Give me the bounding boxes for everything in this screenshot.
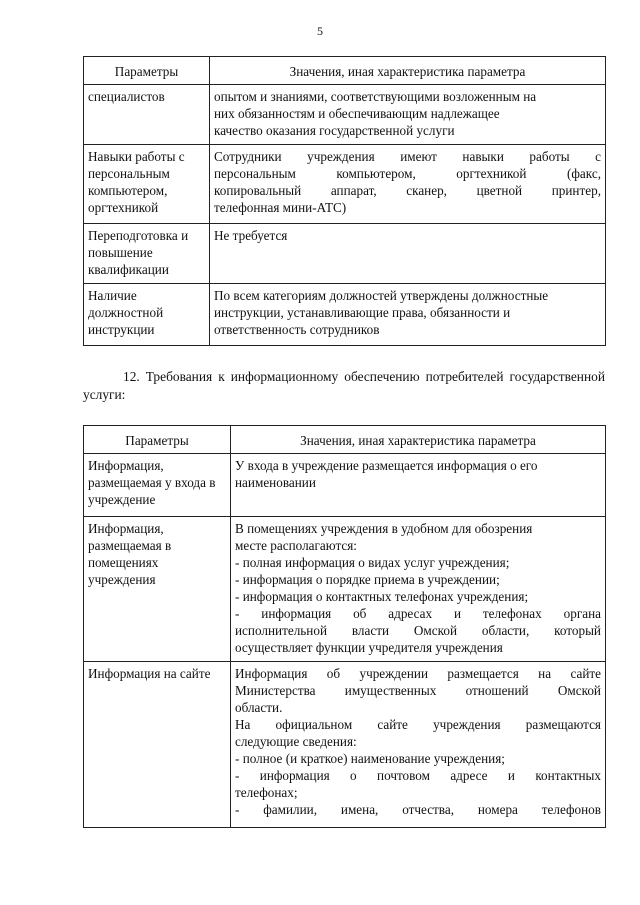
table-row bbox=[84, 145, 606, 224]
table-header-row bbox=[84, 426, 606, 454]
value-cell bbox=[210, 284, 606, 346]
value-line: У входа в учреждение размещается информация о его bbox=[235, 458, 538, 473]
header-values: Значения, иная характеристика параметра bbox=[210, 57, 606, 85]
requirements-table-information bbox=[83, 425, 606, 828]
table-row bbox=[84, 85, 606, 145]
value-line: опытом и знаниями, соответствующими возложенным на bbox=[214, 89, 537, 104]
value-line: - полная информация о видах услуг учреждения; bbox=[235, 555, 510, 570]
value-line: персональным компьютером, оргтехникой (факс, bbox=[214, 166, 601, 181]
value-line: На официальном сайте учреждения размещаются bbox=[235, 717, 601, 732]
value-cell bbox=[210, 224, 606, 284]
value-line: месте располагаются: bbox=[235, 538, 357, 553]
value-line: - полное (и краткое) наименование учреждения; bbox=[235, 751, 505, 766]
value-line: Информация об учреждении размещается на сайте bbox=[235, 666, 601, 681]
value-line: - информация о контактных телефонах учреждения; bbox=[235, 589, 529, 604]
requirements-table-staff bbox=[83, 56, 606, 346]
value-line: следующие сведения: bbox=[235, 734, 357, 749]
param-cell: Информация, размещаемая у входа в учреждение bbox=[84, 454, 231, 517]
table-row bbox=[84, 284, 606, 346]
value-line: наименовании bbox=[235, 475, 316, 490]
value-line: инструкции, устанавливающие права, обязанности и bbox=[214, 305, 511, 320]
value-line: Не требуется bbox=[214, 228, 288, 243]
param-cell: Переподготовка и повышение квалификации bbox=[84, 224, 210, 284]
table-row bbox=[84, 454, 606, 517]
header-values: Значения, иная характеристика параметра bbox=[231, 426, 606, 454]
section-heading: 12. Требования к информационному обеспечению потребителей государственной услуги: bbox=[83, 369, 605, 402]
table-row bbox=[84, 662, 606, 828]
param-cell: Информация, размещаемая в помещениях учреждения bbox=[84, 517, 231, 662]
header-parameters: Параметры bbox=[84, 426, 231, 454]
table-header-row bbox=[84, 57, 606, 85]
value-line: - информация об адресах и телефонах органа bbox=[235, 606, 601, 621]
value-line: Сотрудники учреждения имеют навыки работы с bbox=[214, 149, 601, 164]
value-line: - информация о порядке приема в учреждении; bbox=[235, 572, 500, 587]
value-line: телефонная мини-АТС) bbox=[214, 200, 347, 215]
header-parameters: Параметры bbox=[84, 57, 210, 85]
table-row bbox=[84, 517, 606, 662]
page-number: 5 bbox=[317, 24, 323, 38]
value-line: телефонах; bbox=[235, 785, 298, 800]
param-cell: Навыки работы с персональным компьютером, оргтехникой bbox=[84, 145, 210, 224]
value-cell bbox=[231, 662, 606, 828]
value-line: области. bbox=[235, 700, 283, 715]
param-cell: Информация на сайте bbox=[84, 662, 231, 828]
value-line: осуществляет функции учредителя учреждения bbox=[235, 640, 503, 655]
value-cell bbox=[231, 454, 606, 517]
value-line: - фамилии, имена, отчества, номера телефонов bbox=[235, 802, 601, 817]
param-cell: специалистов bbox=[84, 85, 210, 145]
value-cell bbox=[231, 517, 606, 662]
value-line: - информация о почтовом адресе и контактных bbox=[235, 768, 601, 783]
value-line: них обязанностям и обеспечивающим надлежащее bbox=[214, 106, 500, 121]
value-cell bbox=[210, 85, 606, 145]
value-line: копировальный аппарат, сканер, цветной принтер, bbox=[214, 183, 601, 198]
value-line: По всем категориям должностей утверждены должностные bbox=[214, 288, 549, 303]
value-line: Министерства имущественных отношений Омской bbox=[235, 683, 601, 698]
param-cell: Наличие должностной инструкции bbox=[84, 284, 210, 346]
value-line: В помещениях учреждения в удобном для обозрения bbox=[235, 521, 533, 536]
value-line: исполнительной власти Омской области, который bbox=[235, 623, 601, 638]
value-line: качество оказания государственной услуги bbox=[214, 123, 455, 138]
value-line: ответственность сотрудников bbox=[214, 322, 380, 337]
table-row bbox=[84, 224, 606, 284]
value-cell bbox=[210, 145, 606, 224]
